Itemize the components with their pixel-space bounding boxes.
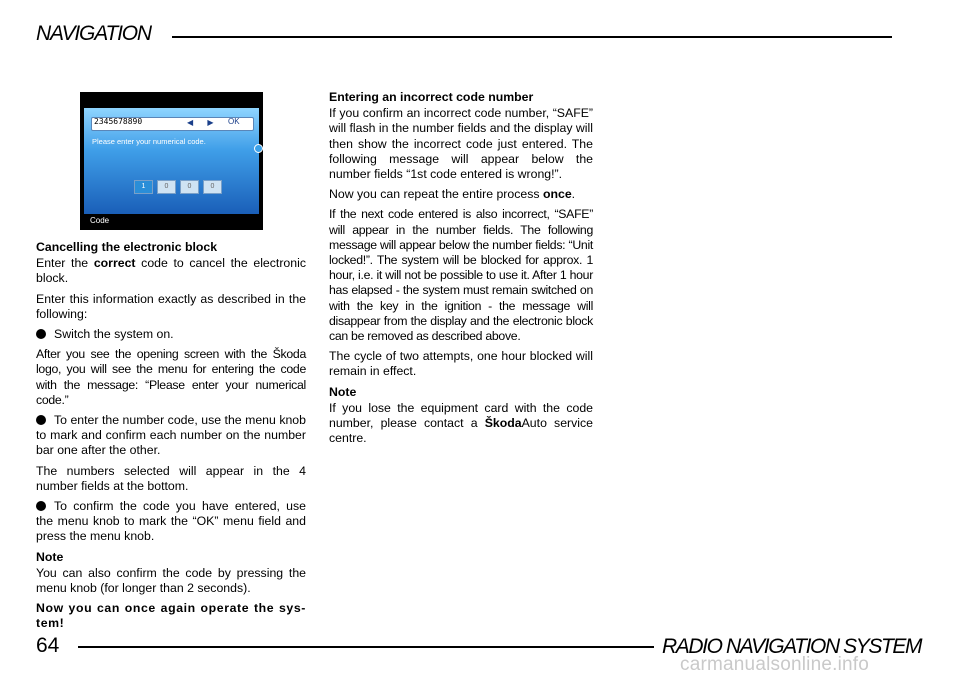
bullet-item: Switch the system on. xyxy=(36,327,306,342)
bullet-icon xyxy=(36,329,46,339)
ok-field: OK xyxy=(228,117,240,126)
note-heading: Note xyxy=(329,384,357,399)
header-rule xyxy=(172,36,892,38)
screen-bottom-label: Code xyxy=(90,216,110,225)
number-field: 0 xyxy=(180,180,199,194)
paragraph: The numbers selected will appear in the 4 number fields at the bottom. xyxy=(36,463,306,493)
code-entry-panel xyxy=(84,108,259,214)
number-field: 0 xyxy=(203,180,222,194)
note-text: You can also confirm the code by pressing the menu knob (for longer than 2 seconds). xyxy=(36,565,306,596)
number-field: 1 xyxy=(134,180,153,194)
note-text: If you lose the equipment card with the code number, please contact a ŠkodaAuto service centre. xyxy=(329,400,593,446)
footer-rule xyxy=(78,646,654,648)
paragraph: The cycle of two attempts, one hour blocked will remain in effect. xyxy=(329,349,593,379)
paragraph: If the next code entered is also incorrect, “SAFE” will appear in the number fields. The following message will appear below the number fields: “Unit locked!”. The system will be blocked for approx. 1 hour, i.e. it will not be possible to use it. After 1 hour has elapsed - the system must remain switched on with the key in the ignition - the message will disappear from the display and the electronic block can be removed as described above. xyxy=(329,207,593,344)
right-column xyxy=(329,90,593,451)
page-number: 64 xyxy=(36,634,60,657)
arrow-icons: ◀ ▶ xyxy=(187,118,220,127)
paragraph: Enter this information exactly as described in the following: xyxy=(36,291,306,321)
number-bar-digits: 2345678890 xyxy=(94,117,143,126)
paragraph: After you see the opening screen with the Škoda logo, you will see the menu for entering the code with the message: “Please enter your numerical code.” xyxy=(36,347,306,407)
cancel-heading: Cancelling the electronic block xyxy=(36,240,218,254)
final-statement: Now you can once again operate the sys-tem! xyxy=(36,601,306,631)
paragraph: Now you can repeat the entire process once. xyxy=(329,187,576,202)
brand-logo: Škoda xyxy=(484,416,522,431)
scroll-knob-icon xyxy=(254,144,263,153)
note-heading: Note xyxy=(36,549,64,564)
number-field: 0 xyxy=(157,180,176,194)
number-fields xyxy=(134,180,222,194)
bullet-icon xyxy=(36,501,46,511)
paragraph: Enter the correct code to cancel the electronic block. xyxy=(36,256,306,286)
footer-title: RADIO NAVIGATION SYSTEM xyxy=(662,635,922,658)
number-bar xyxy=(91,117,254,131)
display-screenshot xyxy=(80,92,263,230)
screen-message: Please enter your numerical code. xyxy=(92,137,206,146)
watermark: carmanualsonline.info xyxy=(680,654,870,675)
left-column xyxy=(36,240,306,633)
incorrect-code-heading: Entering an incorrect code number xyxy=(329,90,534,104)
bullet-icon xyxy=(36,415,46,425)
paragraph: If you confirm an incorrect code number, “SAFE” will flash in the number fields and the display will then show the incorrect code just entered. The following message will appear below the number fields “1st code entered is wrong!”. xyxy=(329,106,593,182)
bullet-item: To enter the number code, use the menu knob to mark and confirm each number on the number bar one after the other. xyxy=(36,413,306,458)
section-title: NAVIGATION xyxy=(36,22,151,45)
bullet-item: To confirm the code you have entered, use the menu knob to mark the “OK” menu field and press the menu knob. xyxy=(36,499,306,544)
